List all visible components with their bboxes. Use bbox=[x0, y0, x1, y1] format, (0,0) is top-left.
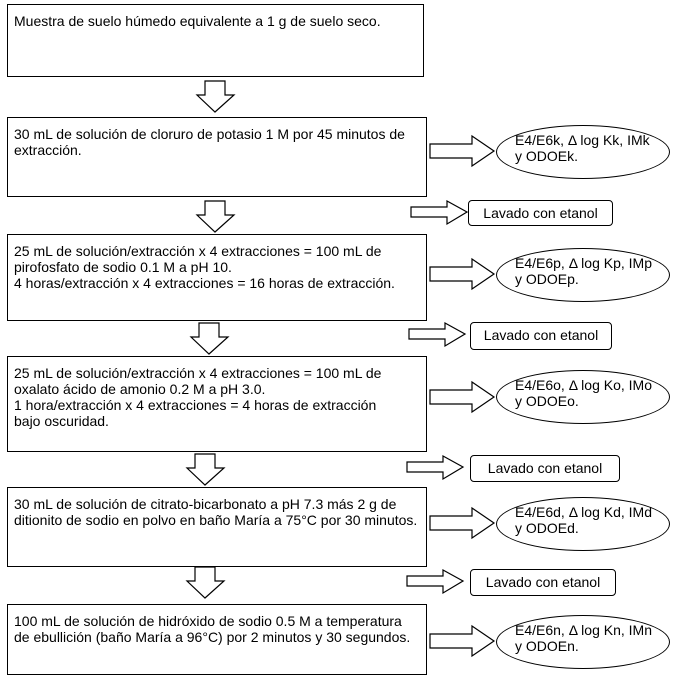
down-arrow-icon bbox=[186, 454, 226, 486]
result-ellipse-4: E4/E6d, Δ log Kd, IMd y ODOEd. bbox=[496, 497, 670, 551]
right-arrow-icon bbox=[430, 135, 496, 169]
result-ellipse-5: E4/E6n, Δ log Kn, IMn y ODOEn. bbox=[496, 615, 670, 669]
step-box-1: Muestra de suelo húmedo equivalente a 1 g de suelo seco. bbox=[7, 4, 424, 77]
wash-arrow-icon bbox=[407, 455, 465, 481]
result-ellipse-3: E4/E6o, Δ log Ko, IMo y ODOEo. bbox=[496, 370, 670, 424]
down-arrow-icon bbox=[190, 323, 230, 355]
wash-box-2: Lavado con etanol bbox=[470, 322, 612, 350]
wash-arrow-icon bbox=[411, 200, 469, 226]
result-ellipse-1: E4/E6k, Δ log Kk, IMk y ODOEk. bbox=[496, 125, 670, 179]
right-arrow-icon bbox=[430, 507, 496, 541]
step-box-4: 25 mL de solución/extracción x 4 extracciones = 100 mL de oxalato ácido de amonio 0.2 M a pH 3.0. 1 hora/extracción x 4 extracciones = 4 horas de extracción bajo oscuridad. bbox=[7, 356, 427, 452]
result-ellipse-2: E4/E6p, Δ log Kp, IMp y ODOEp. bbox=[496, 248, 670, 302]
right-arrow-icon bbox=[430, 258, 496, 292]
wash-box-3: Lavado con etanol bbox=[470, 455, 620, 482]
right-arrow-icon bbox=[430, 625, 496, 659]
wash-arrow-icon bbox=[409, 322, 467, 348]
down-arrow-icon bbox=[186, 567, 226, 599]
wash-box-4: Lavado con etanol bbox=[470, 569, 616, 596]
wash-arrow-icon bbox=[407, 569, 465, 595]
right-arrow-icon bbox=[430, 381, 496, 415]
step-box-6: 100 mL de solución de hidróxido de sodio 0.5 M a temperatura de ebullición (baño María a 96°C) por 2 minutos y 30 segundos. bbox=[7, 604, 427, 675]
down-arrow-icon bbox=[196, 81, 236, 113]
step-box-5: 30 mL de solución de citrato-bicarbonato a pH 7.3 más 2 g de ditionito de sodio en polvo en baño María a 75°C por 30 minutos. bbox=[7, 487, 427, 567]
wash-box-1: Lavado con etanol bbox=[468, 200, 613, 226]
step-box-2: 30 mL de solución de cloruro de potasio 1 M por 45 minutos de extracción. bbox=[7, 117, 427, 197]
down-arrow-icon bbox=[196, 201, 236, 233]
step-box-3: 25 mL de solución/extracción x 4 extracciones = 100 mL de pirofosfato de sodio 0.1 M a pH 10. 4 horas/extracción x 4 extracciones = 16 horas de extracción. bbox=[7, 234, 427, 321]
